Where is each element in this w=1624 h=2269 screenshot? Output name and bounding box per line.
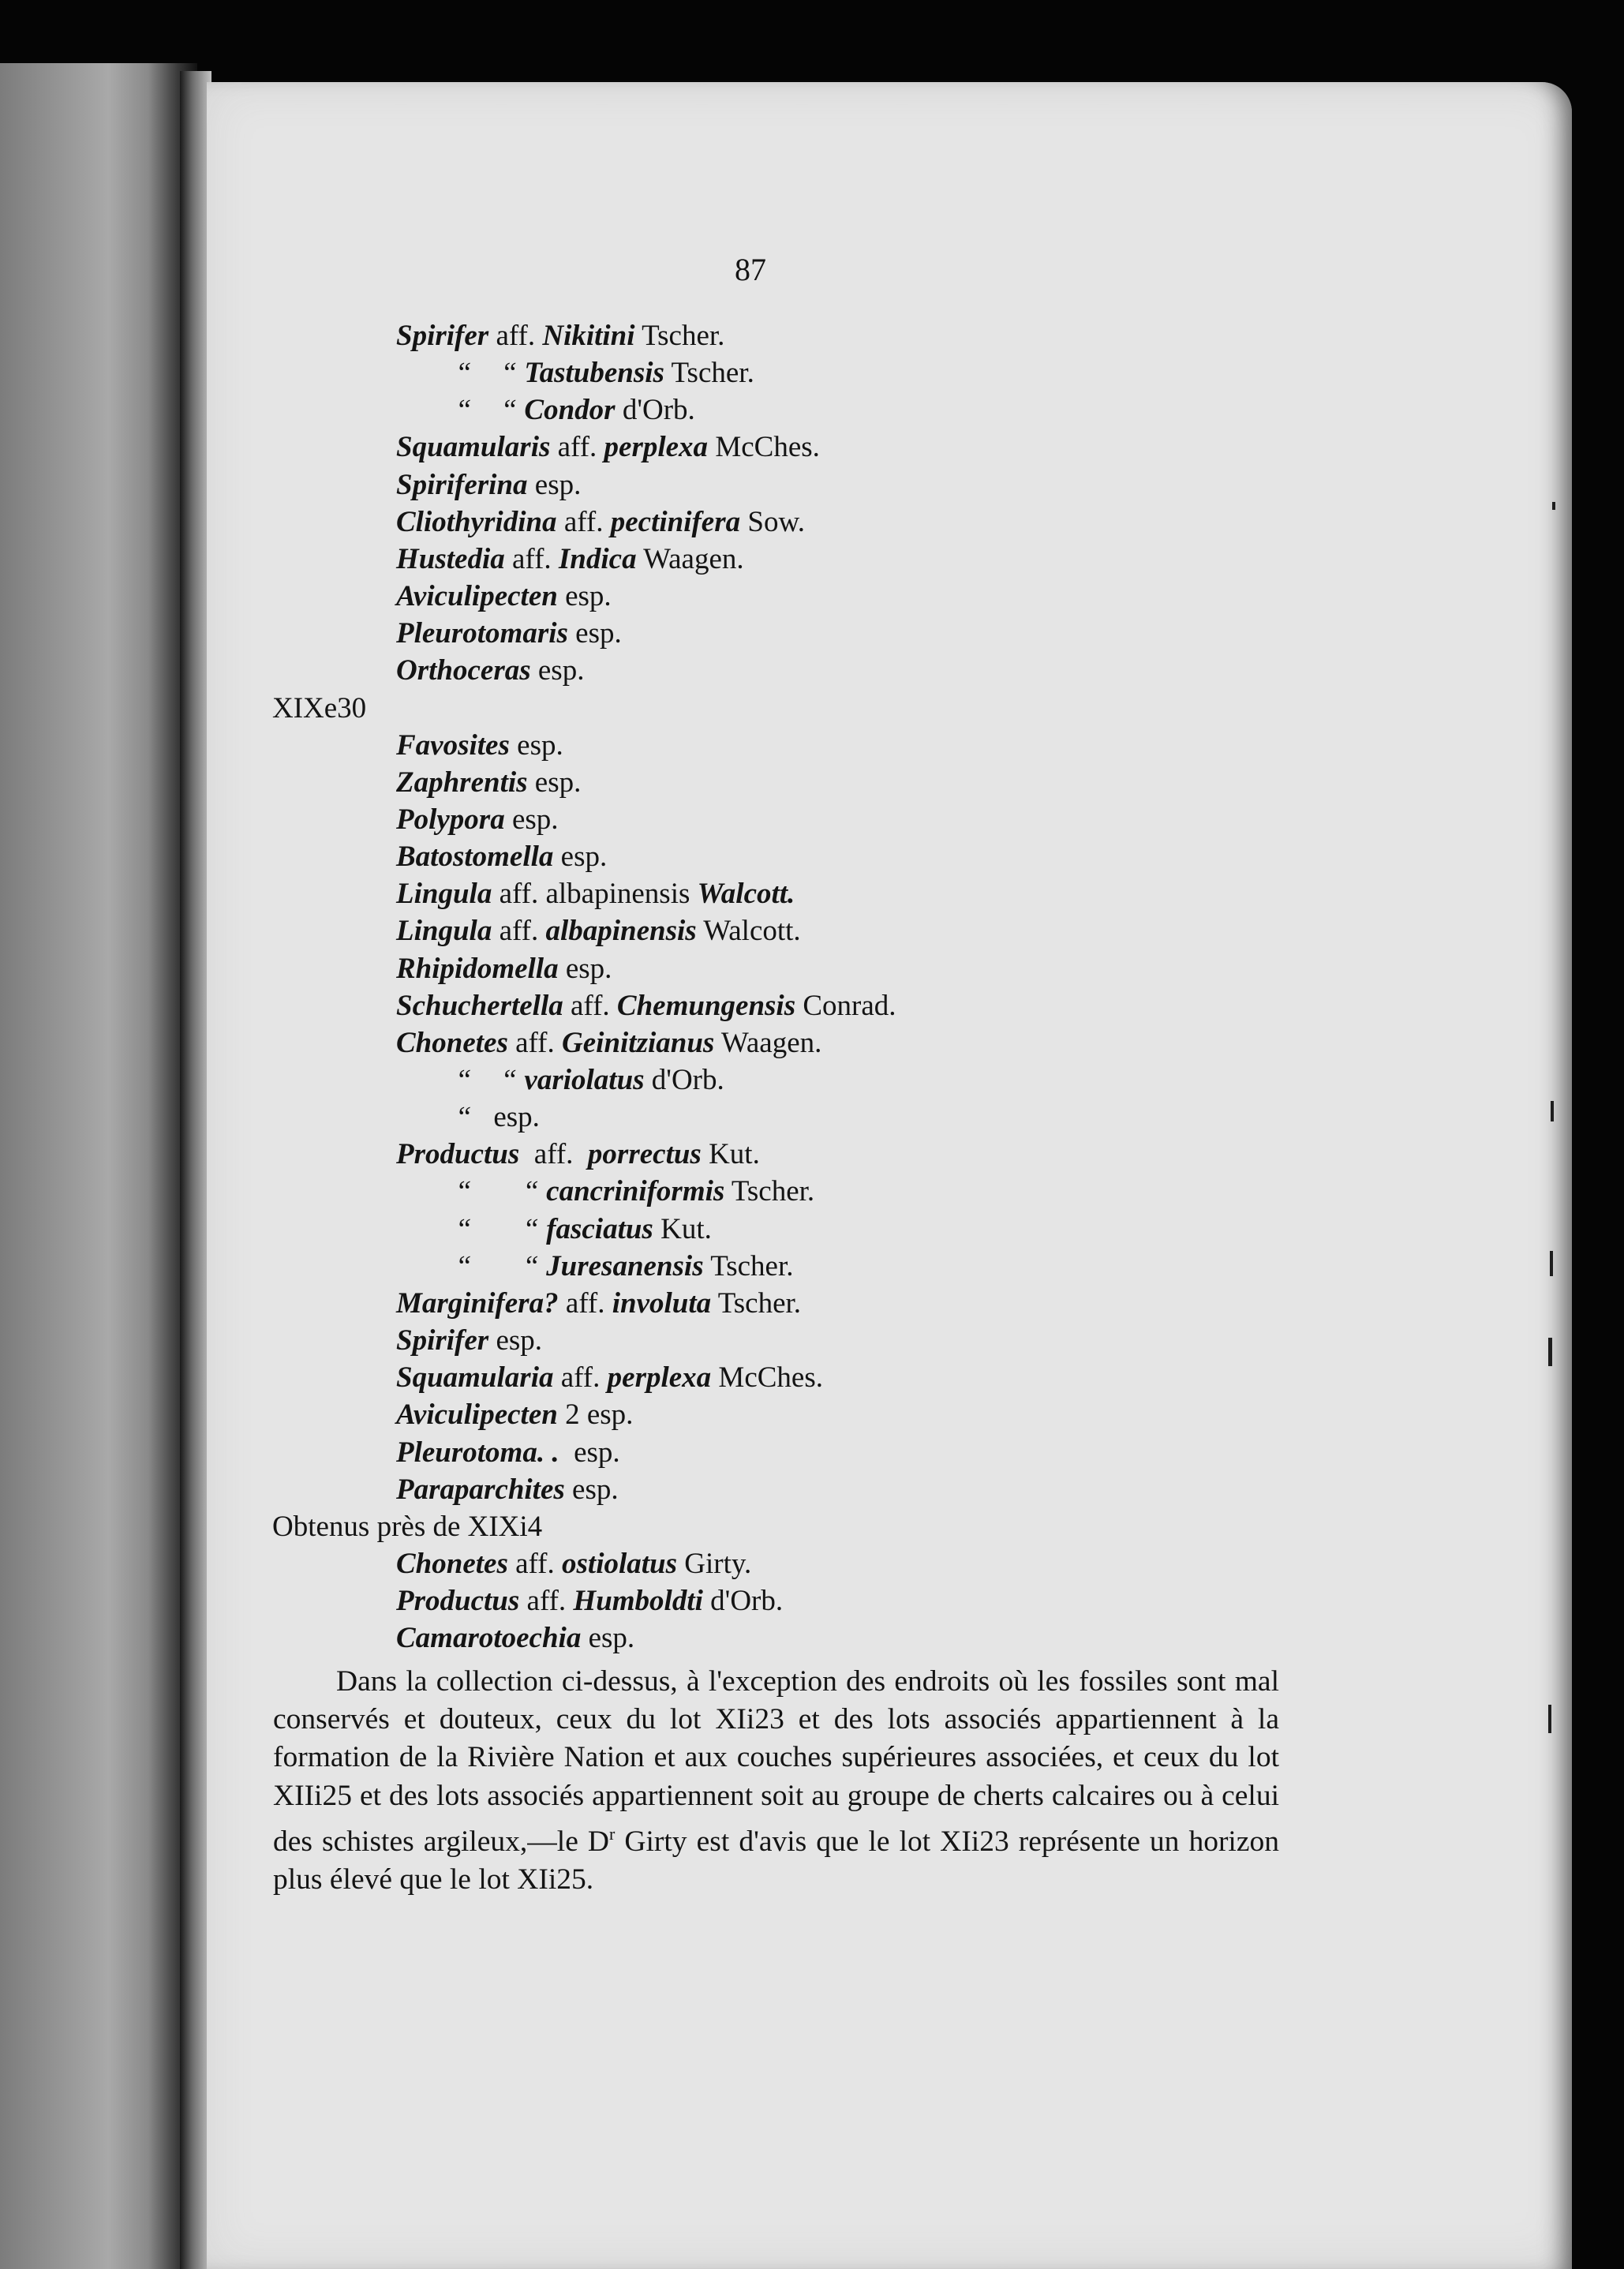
section-label: XIXe30 xyxy=(272,691,367,725)
genus-name: Paraparchites xyxy=(396,1473,565,1506)
genus-name: Aviculipecten xyxy=(396,1398,558,1432)
qualifier: aff. xyxy=(558,1286,612,1320)
genus-name: “ xyxy=(455,1101,479,1134)
genus-name: Cliothyridina xyxy=(396,505,557,538)
species-name: pectinifera xyxy=(610,505,741,538)
list-item xyxy=(396,542,744,577)
author-or-note: 2 esp. xyxy=(557,1398,634,1432)
genus-name: Lingula xyxy=(396,878,492,911)
author-or-note: Waagen. xyxy=(636,542,744,575)
genus-name: Squamularia xyxy=(396,1361,554,1395)
species-name: involuta xyxy=(612,1286,712,1320)
list-item xyxy=(455,356,754,391)
scan-artifact xyxy=(1551,1101,1554,1121)
genus-name: Schuchertella xyxy=(396,989,563,1022)
species-name: Juresanensis xyxy=(546,1249,704,1282)
species-name: perplexa xyxy=(604,431,709,464)
species-name: Indica xyxy=(558,542,637,575)
genus-name: Pleurotoma. . xyxy=(396,1436,559,1469)
author-or-note: Conrad. xyxy=(795,989,896,1022)
scan-artifact xyxy=(1548,1705,1551,1733)
author-or-note: esp. xyxy=(567,617,622,650)
list-item xyxy=(396,505,805,540)
genus-name: “ “ xyxy=(455,1064,525,1096)
qualifier: aff. xyxy=(519,1585,574,1618)
species-name: variolatus xyxy=(524,1064,645,1096)
author-or-note: Tscher. xyxy=(664,357,754,390)
genus-name: Zaphrentis xyxy=(396,766,528,799)
list-item xyxy=(396,914,801,949)
qualifier: aff. xyxy=(550,431,604,464)
list-item xyxy=(396,728,563,763)
author-or-note: esp. xyxy=(559,1436,620,1469)
species-name: perplexa xyxy=(607,1361,712,1395)
species-name: Geinitzianus xyxy=(562,1026,715,1059)
author-or-note: d'Orb. xyxy=(702,1585,784,1618)
qualifier: aff. xyxy=(553,1361,608,1395)
qualifier: aff. xyxy=(507,1026,563,1059)
list-item xyxy=(455,1212,712,1247)
facing-page-edge xyxy=(0,63,197,2269)
list-item xyxy=(455,1100,540,1135)
author-or-note: esp. xyxy=(553,841,608,874)
list-item xyxy=(396,653,584,688)
species-name: fasciatus xyxy=(546,1212,653,1245)
author-or-note: McChes. xyxy=(711,1361,823,1395)
author-or-note: esp. xyxy=(527,468,582,501)
qualifier: aff. xyxy=(507,1547,563,1580)
genus-name: Productus xyxy=(396,1585,520,1618)
genus-name: Rhipidomella xyxy=(396,952,559,985)
author-or-note: esp. xyxy=(558,952,612,985)
qualifier: aff. xyxy=(504,542,559,575)
paragraph-text: Dans la collection ci-dessus, à l'exception des endroits où les fossiles sont mal conservés et douteux, ceux du lot XIi23 et des lots associés appartiennent à la formation de la Rivière Nation et aux couches supérieures associées, et ceux du lot XIIi25 et des lots associés appartiennent soit au groupe de cherts calcaires ou à celui des schistes argileux,—le D xyxy=(273,1665,1279,1858)
list-item xyxy=(396,766,581,800)
author-or-note: esp. xyxy=(509,728,563,762)
genus-name: Hustedia xyxy=(396,542,505,575)
species-name: Chemungensis xyxy=(616,989,796,1022)
qualifier: aff. albapinensis xyxy=(492,878,698,911)
genus-name: Batostomella xyxy=(396,841,554,874)
list-item xyxy=(396,1137,760,1172)
list-item xyxy=(396,877,795,912)
genus-name: “ “ xyxy=(455,394,525,427)
author-or-note: Tscher. xyxy=(634,320,725,352)
list-item xyxy=(396,840,607,874)
genus-name: Pleurotomaris xyxy=(396,617,568,650)
genus-name: “ “ xyxy=(455,1175,547,1208)
list-section-header xyxy=(272,691,366,726)
author-or-note: Waagen. xyxy=(714,1026,822,1059)
scan-artifact xyxy=(1550,1251,1553,1276)
list-item xyxy=(455,1174,814,1209)
author-or-note: Tscher. xyxy=(711,1286,802,1320)
list-item xyxy=(455,393,695,428)
author-or-note: d'Orb. xyxy=(644,1064,724,1096)
genus-name: Lingula xyxy=(396,915,492,948)
superscript-r: r xyxy=(609,1823,616,1844)
genus-name: Favosites xyxy=(396,728,510,762)
genus-name: Spirifer xyxy=(396,1324,489,1357)
scanned-page xyxy=(207,82,1572,2269)
genus-name: Orthoceras xyxy=(396,654,531,687)
genus-name: Chonetes xyxy=(396,1547,508,1580)
list-section-header xyxy=(272,1510,542,1544)
qualifier: aff. xyxy=(563,989,617,1022)
species-name: Nikitini xyxy=(542,320,635,352)
author-or-note: Girty. xyxy=(677,1547,752,1580)
species-name: porrectus xyxy=(587,1138,702,1171)
author-or-note: esp. xyxy=(478,1101,540,1134)
species-name: Humboldti xyxy=(573,1585,703,1618)
genus-name: Chonetes xyxy=(396,1026,508,1059)
list-item xyxy=(396,1436,620,1470)
list-item xyxy=(396,319,724,354)
author-or-note: esp. xyxy=(488,1324,543,1357)
qualifier: aff. xyxy=(519,1138,588,1171)
list-item xyxy=(396,579,612,614)
paragraph-text-end: Girty est d'avis que le lot XIi23 représente un horizon plus élevé que le lot XIi25. xyxy=(273,1825,1279,1896)
qualifier: aff. xyxy=(488,320,543,352)
species-name: Walcott. xyxy=(697,878,795,911)
author-or-note: Kut. xyxy=(653,1212,712,1245)
author-or-note: esp. xyxy=(564,1473,619,1506)
list-item xyxy=(396,468,581,503)
genus-name: “ “ xyxy=(455,357,525,390)
genus-name: Spirifer xyxy=(396,320,489,352)
list-item xyxy=(396,1473,619,1507)
list-item xyxy=(396,989,896,1024)
species-name: ostiolatus xyxy=(562,1547,678,1580)
genus-name: Spiriferina xyxy=(396,468,528,501)
genus-name: Polypora xyxy=(396,803,505,836)
author-or-note: Tscher. xyxy=(724,1175,815,1208)
genus-name: Camarotoechia xyxy=(396,1622,582,1655)
species-name: Condor xyxy=(524,394,616,427)
qualifier: aff. xyxy=(492,915,546,948)
scan-artifact xyxy=(1548,1338,1552,1366)
list-item xyxy=(396,616,622,651)
list-item xyxy=(396,1584,783,1619)
author-or-note: esp. xyxy=(557,580,612,613)
author-or-note: esp. xyxy=(504,803,559,836)
list-item xyxy=(396,1361,823,1395)
author-or-note: Kut. xyxy=(701,1138,760,1171)
author-or-note: McChes. xyxy=(708,431,820,464)
list-item xyxy=(396,430,820,465)
author-or-note: Tscher. xyxy=(703,1249,794,1282)
list-item xyxy=(396,1286,801,1321)
genus-name: “ “ xyxy=(455,1212,547,1245)
genus-name: Productus xyxy=(396,1138,520,1171)
genus-name: Marginifera? xyxy=(396,1286,559,1320)
section-label: Obtenus près de XIXi4 xyxy=(272,1510,543,1543)
list-item xyxy=(396,1621,634,1656)
author-or-note: Walcott. xyxy=(696,915,801,948)
list-item xyxy=(455,1249,793,1284)
list-item xyxy=(396,1398,633,1432)
list-item xyxy=(396,1324,542,1358)
species-name: Tastubensis xyxy=(524,357,664,390)
list-item xyxy=(396,1547,751,1582)
genus-name: Aviculipecten xyxy=(396,580,558,613)
author-or-note: esp. xyxy=(527,766,582,799)
author-or-note: d'Orb. xyxy=(615,394,695,427)
qualifier: aff. xyxy=(556,505,611,538)
list-item xyxy=(455,1063,724,1098)
author-or-note: esp. xyxy=(530,654,585,687)
species-name: albapinensis xyxy=(545,915,697,948)
list-item xyxy=(396,803,559,837)
list-item xyxy=(396,1026,821,1061)
author-or-note: Sow. xyxy=(740,505,806,538)
body-paragraph xyxy=(273,1663,1279,1899)
species-name: cancriniformis xyxy=(546,1175,725,1208)
genus-name: “ “ xyxy=(455,1249,547,1282)
scan-artifact xyxy=(1552,502,1555,510)
list-item xyxy=(396,952,612,987)
author-or-note: esp. xyxy=(581,1622,635,1655)
genus-name: Squamularis xyxy=(396,431,551,464)
page-number: 87 xyxy=(735,252,766,287)
